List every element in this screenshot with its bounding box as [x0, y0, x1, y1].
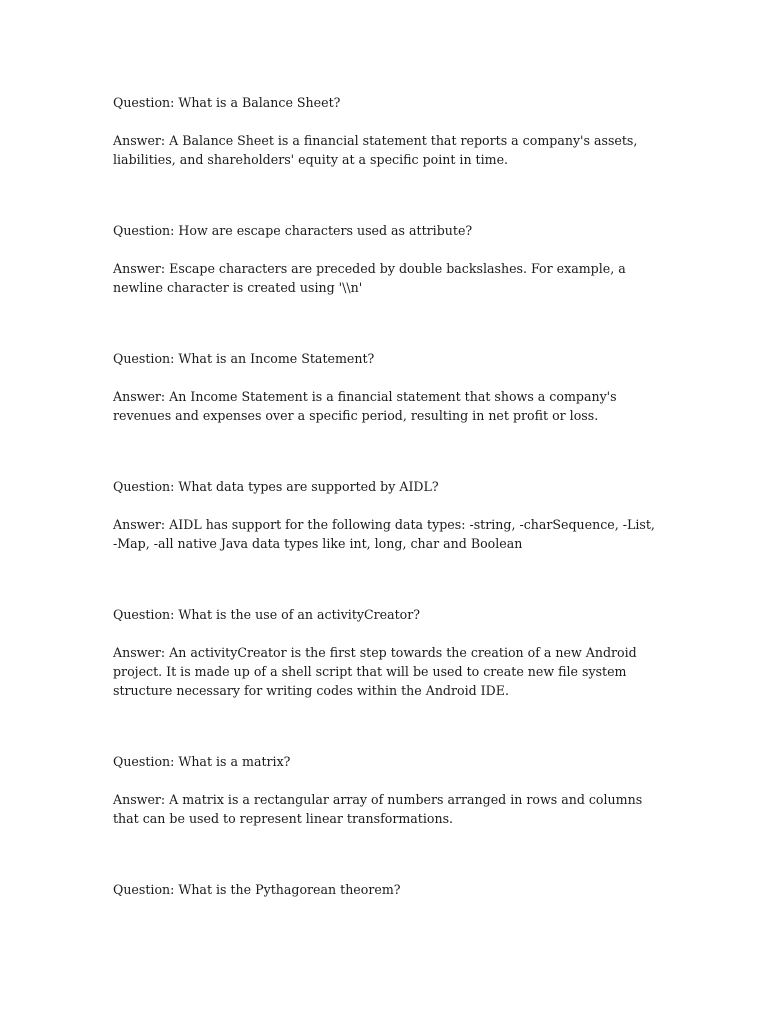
qa-item [113, 605, 661, 700]
question-text: Question: What is a Balance Sheet? [113, 95, 341, 110]
qa-item [113, 477, 661, 553]
question-text: Question: What is the use of an activityCreator? [113, 607, 421, 622]
qa-item [113, 752, 661, 828]
qa-item [113, 349, 661, 425]
question-text: Question: What is a matrix? [113, 754, 291, 769]
answer-text: Answer: A matrix is a rectangular array of numbers arranged in rows and columns that can be used to represent linear transformations. [113, 792, 647, 826]
answer-text: Answer: AIDL has support for the following data types: -string, -charSequence, -List, -Map, -all native Java data types like int, long, char and Boolean [113, 517, 659, 551]
answer-text: Answer: A Balance Sheet is a financial statement that reports a company's assets, liabilities, and shareholders' equity at a specific point in time. [113, 133, 642, 167]
question-text: Question: What is the Pythagorean theorem? [113, 882, 401, 897]
document-body [113, 93, 661, 951]
qa-item [113, 93, 661, 169]
answer-text: Answer: Escape characters are preceded by double backslashes. For example, a newline character is created using '\\n' [113, 261, 630, 295]
question-text: Question: What is an Income Statement? [113, 351, 375, 366]
qa-item [113, 221, 661, 297]
question-text: Question: What data types are supported by AIDL? [113, 479, 439, 494]
question-text: Question: How are escape characters used as attribute? [113, 223, 473, 238]
qa-item [113, 880, 661, 899]
answer-text: Answer: An Income Statement is a financial statement that shows a company's revenues and expenses over a specific period, resulting in net profit or loss. [113, 389, 621, 423]
answer-text: Answer: An activityCreator is the first step towards the creation of a new Android project. It is made up of a shell script that will be used to create new file system structure necessary for writing codes within the Android IDE. [113, 645, 641, 698]
